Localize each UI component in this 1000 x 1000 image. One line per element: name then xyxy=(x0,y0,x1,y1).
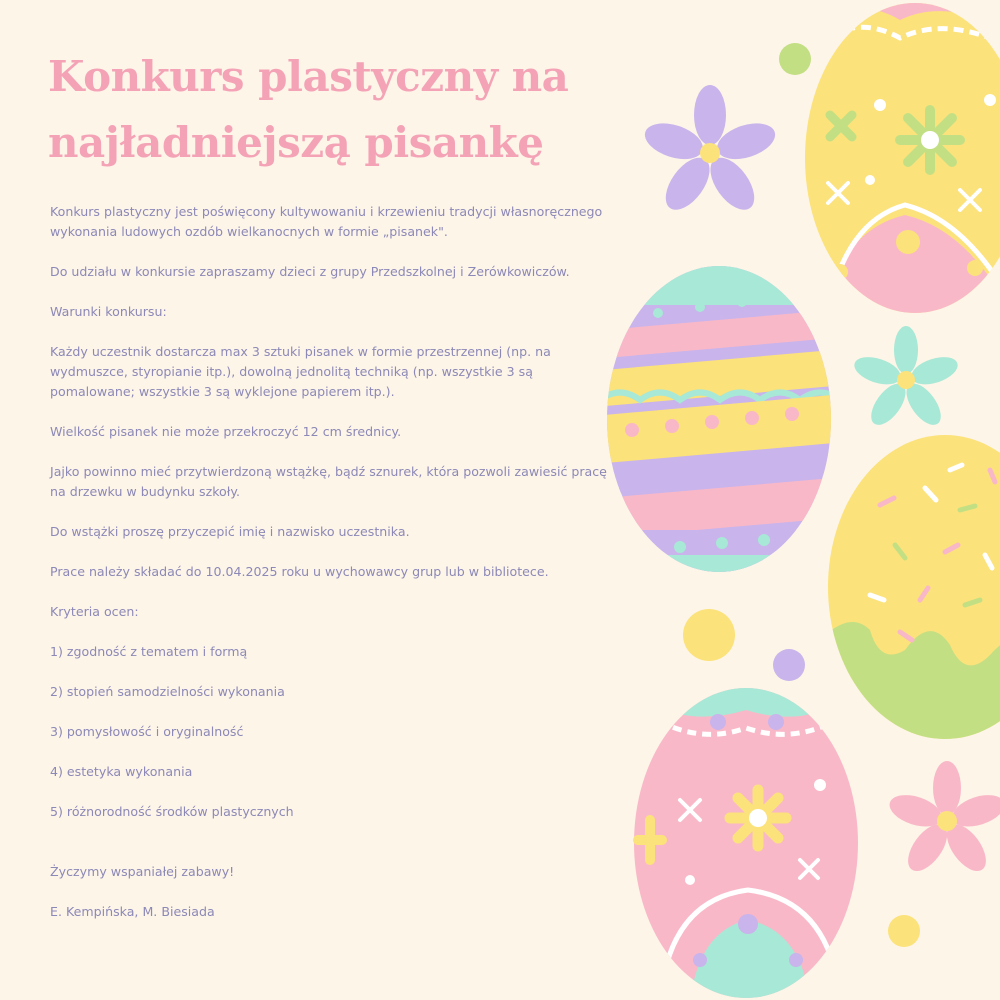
easter-egg-yellow-top xyxy=(800,0,1000,320)
paragraph-invitation: Do udziału w konkursie zapraszamy dzieci z grupy Przedszkolnej i Zerówkowiczów. xyxy=(50,264,570,279)
paragraph-condition-count: Każdy uczestnik dostarcza max 3 sztuki pisanek w formie przestrzennej (np. na wydmuszce, styropianie itp.), dowolną jednolitą techniką (np. wszystkie 3 są pomalowane; wszystkie 3 są wyklejone papierem itp.). xyxy=(50,344,551,399)
yellow-dot-small xyxy=(888,915,920,947)
lavender-flower xyxy=(640,85,779,217)
paragraph-condition-ribbon: Jajko powinno mieć przytwierdzoną wstążkę, bądź sznurek, która pozwoli zawiesić pracę na drzewku w budynku szkoły. xyxy=(50,464,607,499)
paragraph-conditions-heading: Warunki konkursu: xyxy=(50,304,167,319)
authors-signature: E. Kempińska, M. Biesiada xyxy=(50,904,215,919)
mint-flower xyxy=(851,326,961,431)
title-line-2: najładniejszą pisankę xyxy=(48,118,544,167)
paragraph-condition-size: Wielkość pisanek nie może przekroczyć 12 cm średnicy. xyxy=(50,424,402,439)
page-title xyxy=(48,44,608,176)
announcement-text xyxy=(50,202,615,942)
title-line-1: Konkurs plastyczny na xyxy=(48,52,569,101)
lavender-dot xyxy=(773,649,805,681)
green-dot xyxy=(779,43,811,75)
criterion-item: 1) zgodność z tematem i formą xyxy=(50,644,248,659)
paragraph-intro: Konkurs plastyczny jest poświęcony kultywowaniu i krzewieniu tradycji własnoręcznego wykonania ludowych ozdób wielkanocnych w formie „pisanek". xyxy=(50,204,603,239)
criterion-item: 4) estetyka wykonania xyxy=(50,764,193,779)
criterion-item: 5) różnorodność środków plastycznych xyxy=(50,804,294,819)
criterion-item: 3) pomysłowość i oryginalność xyxy=(50,724,244,739)
easter-egg-sprinkles xyxy=(820,435,1000,760)
criterion-item: 2) stopień samodzielności wykonania xyxy=(50,684,285,699)
pink-flower xyxy=(886,761,1000,878)
paragraph-deadline: Prace należy składać do 10.04.2025 roku u wychowawcy grup lub w bibliotece. xyxy=(50,564,549,579)
easter-egg-pink-bottom xyxy=(630,680,860,1000)
easter-egg-striped xyxy=(598,260,841,585)
paragraph-condition-name: Do wstążki proszę przyczepić imię i nazwisko uczestnika. xyxy=(50,524,410,539)
paragraph-criteria-heading: Kryteria ocen: xyxy=(50,604,139,619)
closing-wishes: Życzymy wspaniałej zabawy! xyxy=(50,864,235,879)
yellow-dot xyxy=(683,609,735,661)
